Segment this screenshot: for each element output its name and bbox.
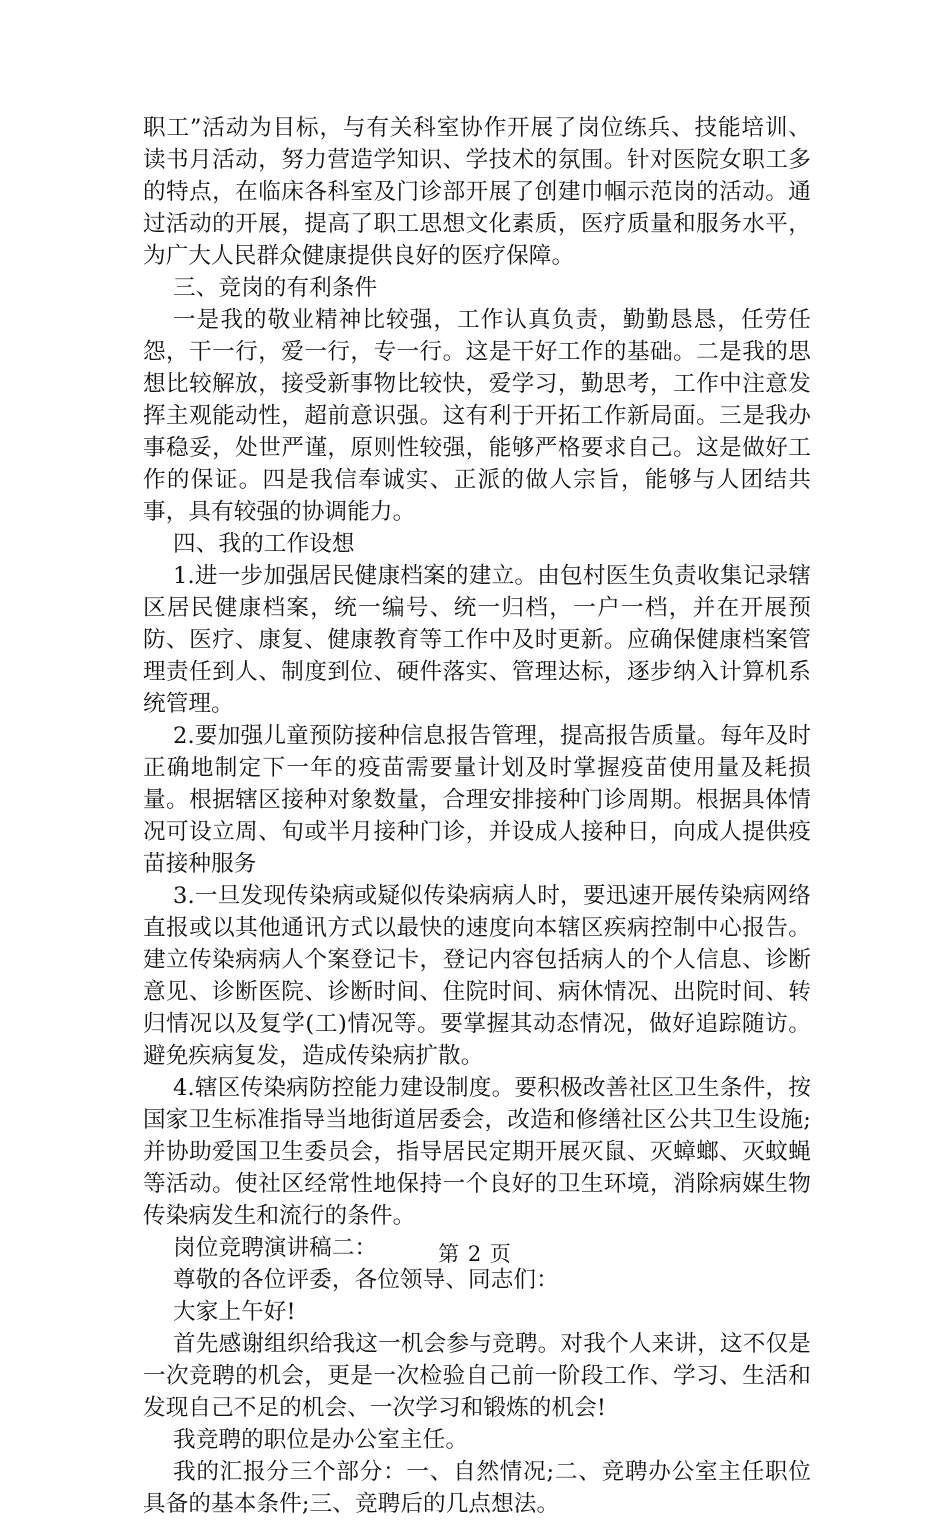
paragraph-favorable-conditions: 一是我的敬业精神比较强，工作认真负责，勤勤恳恳，任劳任怨，干一行，爱一行，专一行。这是干好工作的基础。二是我的思想比较解放，接受新事物比较快，爱学习，勤思考，工作中注意发挥主观能动性，超前意识强。这有利于开拓工作新局面。三是我办事稳妥，处世严谨，原则性较强，能够严格要求自己。这是做好工作的保证。四是我信奉诚实、正派的做人宗旨，能够与人团结共事，具有较强的协调能力。 — [143, 307, 811, 525]
speech-two-title: 岗位竞聘演讲稿二： — [173, 1235, 378, 1261]
paragraph-plan-item-4: 4.辖区传染病防控能力建设制度。要积极改善社区卫生条件，按国家卫生标准指导当地街道居委会，改造和修缮社区公共卫生设施;并协助爱国卫生委员会，指导居民定期开展灭鼠、灭蟑螂、灭蚊蝇等活动。使社区经常性地保持一个良好的卫生环境，消除病媒生物传染病发生和流行的条件。 — [143, 1075, 811, 1229]
section-heading-favorable-conditions: 三、竞岗的有利条件 — [173, 275, 378, 301]
paragraph-plan-item-2: 2.要加强儿童预防接种信息报告管理，提高报告质量。每年及时正确地制定下一年的疫苗需要量计划及时掌握疫苗使用量及耗损量。根据辖区接种对象数量，合理安排接种门诊周期。根据具体情况可设立周、旬或半月接种门诊，并设成人接种日，向成人提供疫苗接种服务 — [143, 723, 811, 877]
paragraph-report-outline: 我的汇报分三个部分：一、自然情况;二、竞聘办公室主任职位具备的基本条件;三、竞聘后的几点想法。 — [143, 1459, 811, 1517]
paragraph-position: 我竞聘的职位是办公室主任。 — [173, 1427, 469, 1453]
paragraph-thanks: 首先感谢组织给我这一机会参与竞聘。对我个人来讲，这不仅是一次竞聘的机会，更是一次检验自己前一阶段工作、学习、生活和发现自己不足的机会、一次学习和锻炼的机会! — [143, 1331, 811, 1421]
paragraph-plan-item-1: 1.进一步加强居民健康档案的建立。由包村医生负责收集记录辖区居民健康档案，统一编号、统一归档，一户一档，并在开展预防、医疗、康复、健康教育等工作中及时更新。应确保健康档案管理责任到人、制度到位、硬件落实、管理达标，逐步纳入计算机系统管理。 — [143, 563, 811, 717]
section-heading-work-plan: 四、我的工作设想 — [173, 531, 355, 557]
speech-greeting: 大家上午好! — [173, 1299, 296, 1325]
speech-salutation: 尊敬的各位评委，各位领导、同志们： — [173, 1267, 559, 1293]
page-number: 第 2 页 — [438, 1242, 512, 1266]
paragraph-plan-item-3: 3.一旦发现传染病或疑似传染病病人时，要迅速开展传染病网络直报或以其他通讯方式以最快的速度向本辖区疾病控制中心报告。建立传染病病人个案登记卡，登记内容包括病人的个人信息、诊断意见、诊断医院、诊断时间、住院时间、病休情况、出院时间、转归情况以及复学(工)情况等。要掌握其动态情况，做好追踪随访。避免疾病复发，造成传染病扩散。 — [143, 883, 811, 1069]
document-body — [143, 112, 811, 1520]
paragraph-continued-activities: 职工”活动为目标，与有关科室协作开展了岗位练兵、技能培训、读书月活动，努力营造学知识、学技术的氛围。针对医院女职工多的特点，在临床各科室及门诊部开展了创建巾帼示范岗的活动。通过活动的开展，提高了职工思想文化素质，医疗质量和服务水平，为广大人民群众健康提供良好的医疗保障。 — [143, 115, 811, 269]
